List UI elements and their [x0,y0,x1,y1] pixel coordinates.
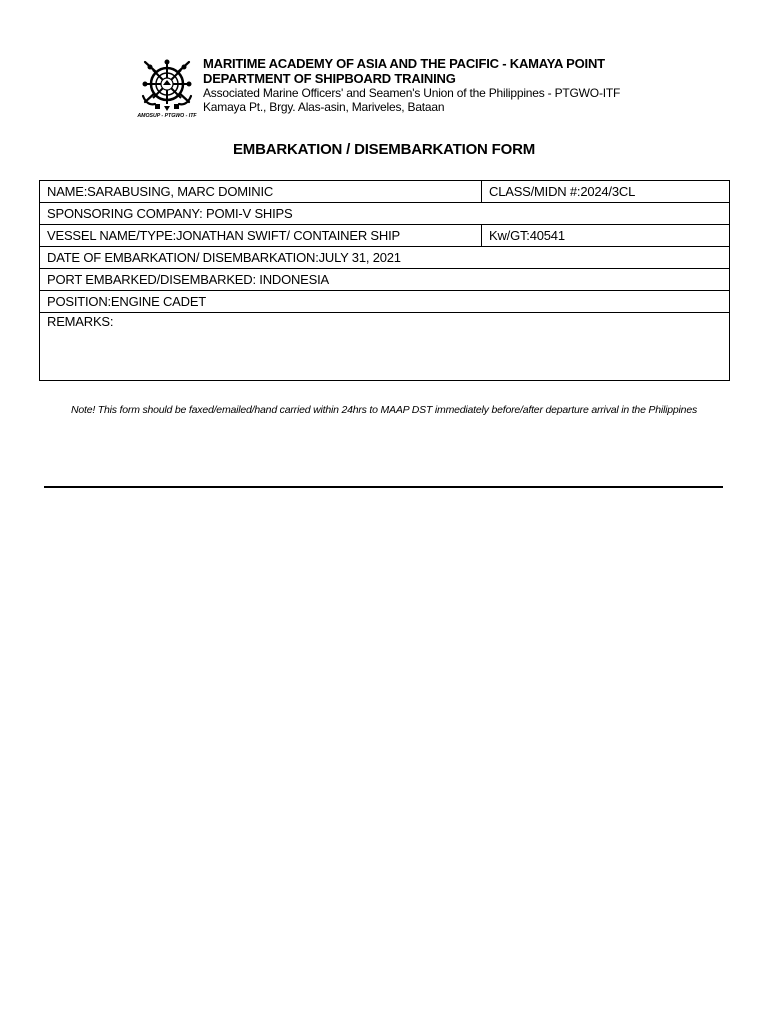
department-name: DEPARTMENT OF SHIPBOARD TRAINING [203,71,456,86]
remarks-field: REMARKS: [40,313,730,381]
date-field: DATE OF EMBARKATION/ DISEMBARKATION:JULY 31, 2021 [40,247,730,269]
table-row [40,313,730,381]
table-row [40,225,730,247]
address: Kamaya Pt., Brgy. Alas-asin, Mariveles, Bataan [203,100,445,114]
vessel-field: VESSEL NAME/TYPE:JONATHAN SWIFT/ CONTAINER SHIP [40,225,482,247]
table-row [40,203,730,225]
name-field: NAME:SARABUSING, MARC DOMINIC [40,181,482,203]
submission-note: Note! This form should be faxed/emailed/hand carried within 24hrs to MAAP DST immediately before/after departure arrival in the Philippines [70,404,698,416]
letterhead-text [203,56,663,114]
table-row [40,269,730,291]
amosup-seal-logo-icon [137,56,197,118]
kw-gt-field: Kw/GT:40541 [482,225,730,247]
table-row [40,247,730,269]
table-row [40,291,730,313]
sponsoring-company-field: SPONSORING COMPANY: POMI-V SHIPS [40,203,730,225]
union-name: Associated Marine Officers' and Seamen's Union of the Philippines - PTGWO-ITF [203,86,621,100]
form-title: EMBARKATION / DISEMBARKATION FORM [233,141,535,158]
academy-name: MARITIME ACADEMY OF ASIA AND THE PACIFIC - KAMAYA POINT [203,56,605,71]
letterhead [137,56,657,120]
signature-divider [44,486,723,488]
table-row [40,181,730,203]
embarkation-form-table [39,180,730,381]
logo-text: AMOSUP - PTGWO - ITF [137,113,197,118]
position-field: POSITION:ENGINE CADET [40,291,730,313]
class-midn-field: CLASS/MIDN #:2024/3CL [482,181,730,203]
port-field: PORT EMBARKED/DISEMBARKED: INDONESIA [40,269,730,291]
